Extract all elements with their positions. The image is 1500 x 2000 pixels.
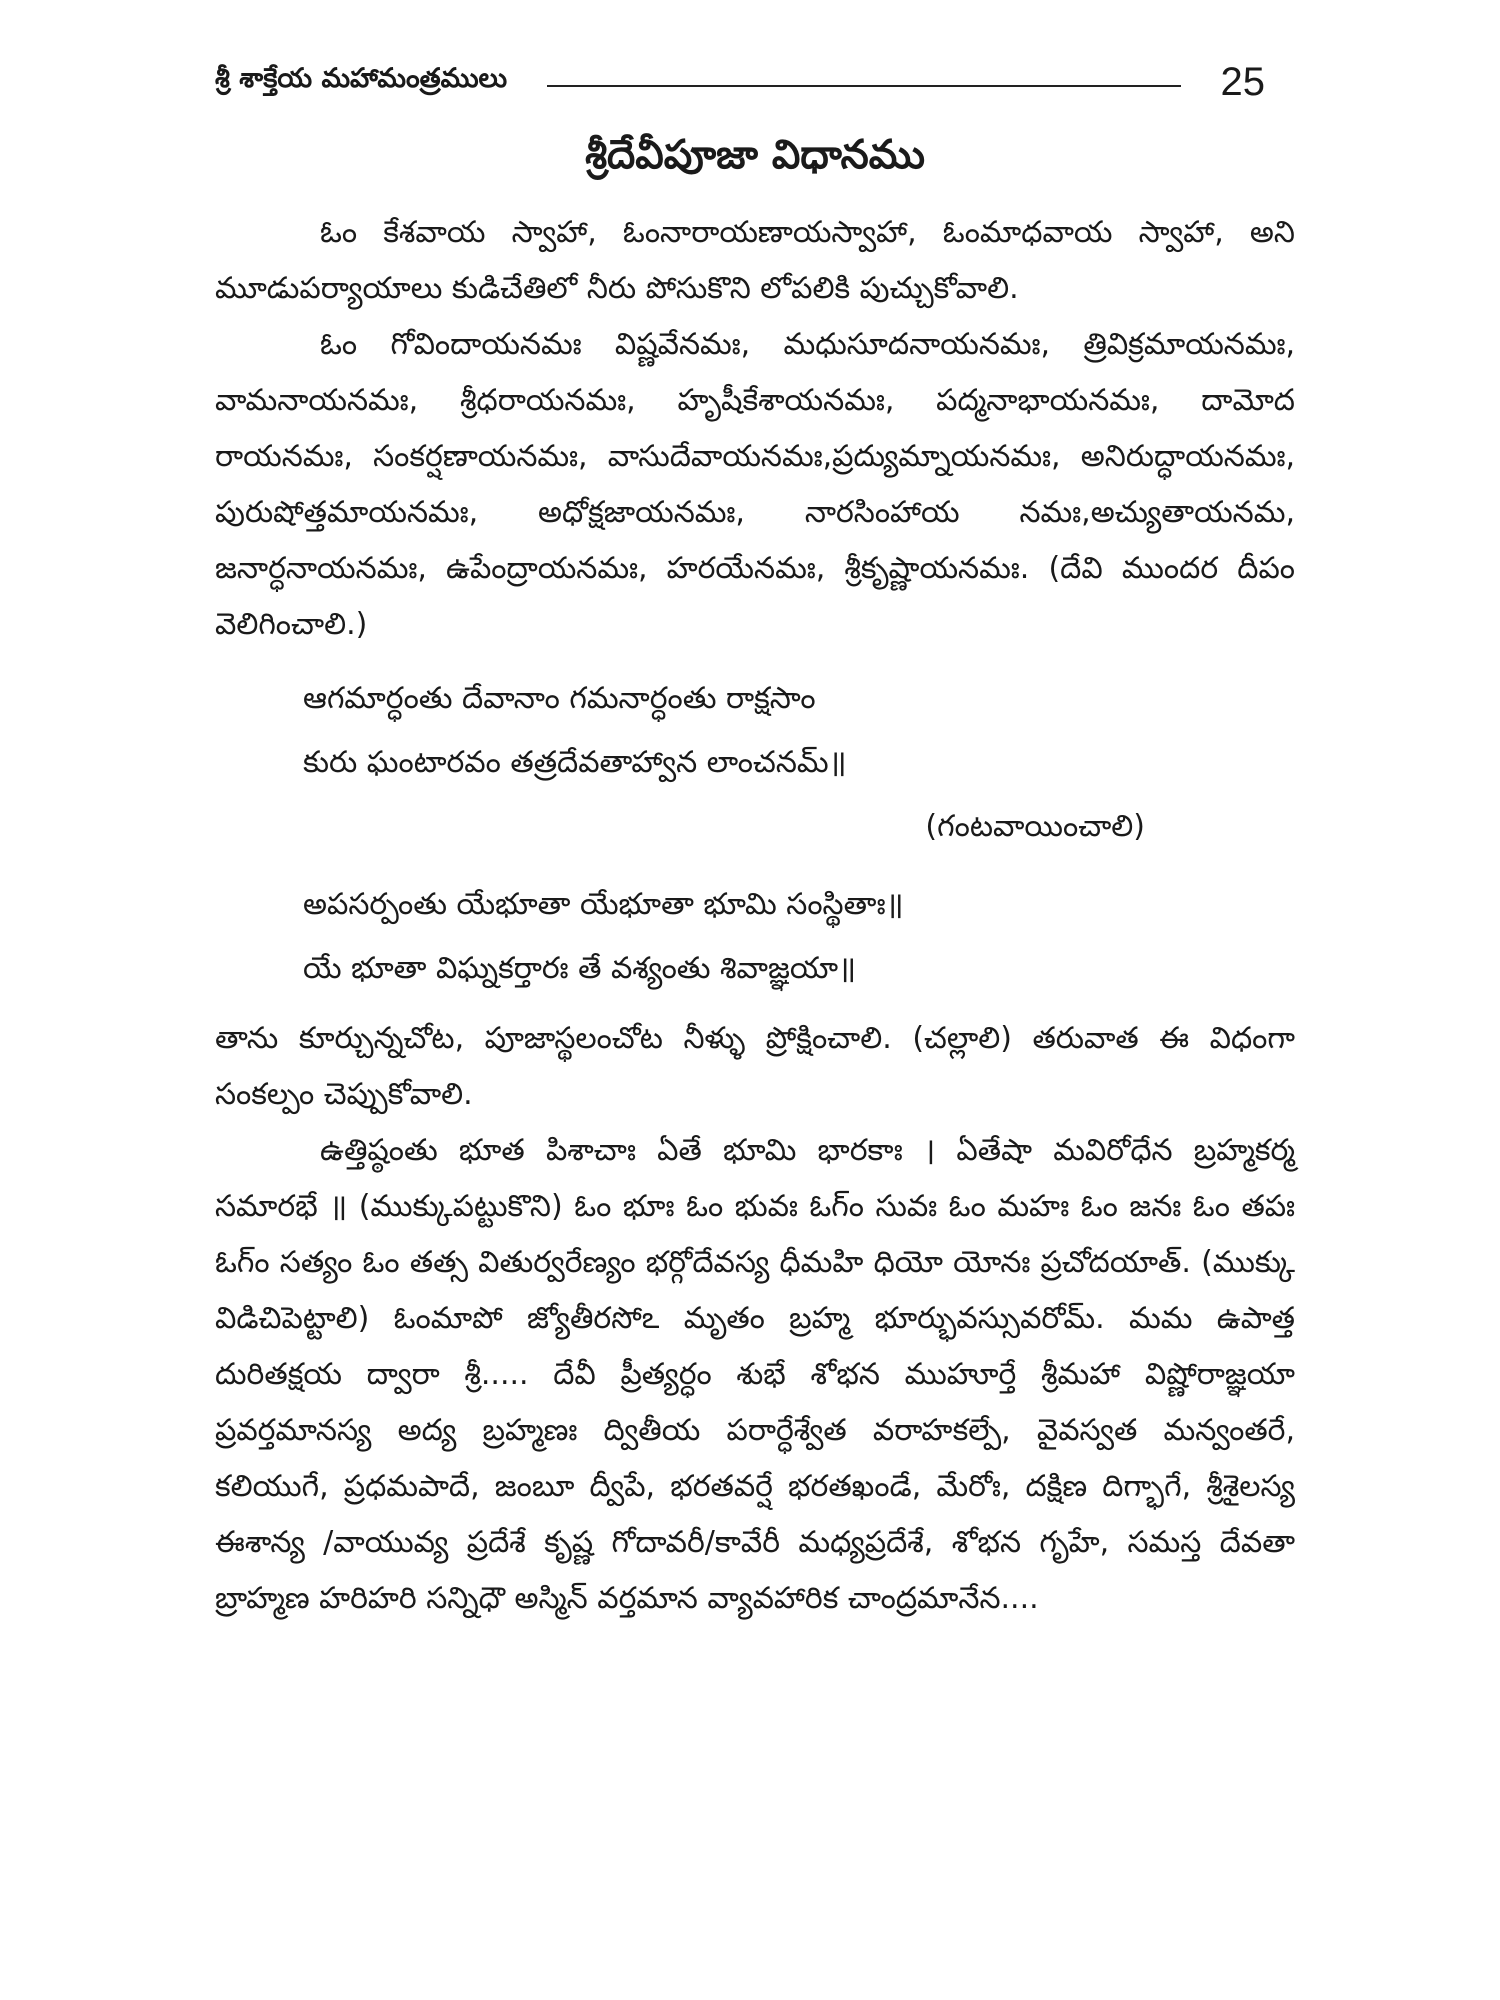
verse-apasarpantu — [303, 873, 1295, 1001]
section-heading: శ్రీదేవీపూజా విధానము — [585, 132, 925, 178]
paragraph-prokshana: తాను కూర్చున్నచోట, పూజాస్థలంచోట నీళ్ళు ప్రోక్షించాలి. (చల్లాలి) తరువాత ఈ విధంగా సంకల్పం చెప్పుకోవాలి. — [215, 1021, 1295, 1112]
page-body — [215, 205, 1295, 1627]
verse-bell — [303, 667, 1295, 859]
header-rule — [547, 85, 1180, 87]
verse-line: ఆగమార్ధంతు దేవానాం గమనార్ధంతు రాక్షసాం — [303, 681, 816, 716]
running-title: శ్రీ శాక్తేయ మహామంత్రములు — [215, 63, 508, 94]
verse-instruction: (గంటవాయించాలి) — [925, 809, 1145, 844]
page-number: 25 — [1220, 59, 1265, 104]
running-head — [215, 52, 1265, 112]
verse-line: యే భూతా విఘ్నకర్తారః తే వశ్యంతు శివాజ్ఞయా॥ — [303, 951, 857, 986]
paragraph-achamanam: ఓం కేశవాయ స్వాహా, ఓంనారాయణాయస్వాహా, ఓంమాధవాయ స్వాహా, అని మూడుపర్యాయాలు కుడిచేతిలో నీరు పోసుకొని లోపలికి పుచ్చుకోవాలి. — [215, 215, 1295, 306]
spacer — [215, 1001, 1295, 1011]
paragraph-sankalpam: ఉత్తిష్ఠంతు భూత పిశాచాః ఏతే భూమి భారకాః । ఏతేషా మవిరోధేన బ్రహ్మకర్మ సమారభే ॥ (ముక్కుపట్టుకొని) ఓం భూః ఓం భువః ఓగ్ం సువః ఓం మహః ఓం జనః ఓం తపః ఓగ్ం సత్యం ఓం తత్స వితుర్వరేణ్యం భర్గోదేవస్య ధీమహి ధియో యోనః ప్రచోదయాత్. (ముక్కు విడిచిపెట్టాలి) ఓంమాపో జ్యోతీరసోఽ మృతం బ్రహ్మ భూర్భువస్సువరోమ్. మమ ఉపాత్త దురితక్షయ ద్వారా శ్రీ..... దేవీ ప్రీత్యర్ధం శుభే శోభన ముహూర్తే శ్రీమహా విష్ణోరాజ్ఞయా ప్రవర్తమానస్య అద్య బ్రహ్మణః ద్వితీయ పరార్ధేశ్వేత వరాహకల్పే, వైవస్వత మన్వంతరే, కలియుగే, ప్రధమపాదే, జంబూ ద్వీపే, భరతవర్షే భరతఖండే, మేరోః, దక్షిణ దిగ్భాగే, శ్రీశైలస్య ఈశాన్య /వాయువ్య ప్రదేశే కృష్ణ గోదావరీ/కావేరీ మధ్యప్రదేశే, శోభన గృహే, సమస్త దేవతా బ్రాహ్మణ హరిహరి సన్నిధౌ అస్మిన్ వర్తమాన వ్యావహారిక చాంద్రమానేన.... — [215, 1133, 1295, 1616]
verse-line: అపసర్పంతు యేభూతా యేభూతా భూమి సంస్థితాః॥ — [303, 887, 904, 922]
paragraph-kesava-namas: ఓం గోవిందాయనమః విష్ణవేనమః, మధుసూదనాయనమః, త్రివిక్రమాయనమః, వామనాయనమః, శ్రీధరాయనమః, హృషీకేశాయనమః, పద్మనాభాయనమః, దామోద రాయనమః, సంకర్షణాయనమః, వాసుదేవాయనమః,ప్రద్యుమ్నాయనమః, అనిరుద్ధాయనమః, పురుషోత్తమాయనమః, అధోక్షజాయనమః, నారసింహాయ నమః,అచ్యుతాయనమ, జనార్ధనాయనమః, ఉపేంద్రాయనమః, హరయేనమః, శ్రీకృష్ణాయనమః. (దేవి ముందర దీపం వెలిగించాలి.) — [215, 327, 1295, 642]
verse-line: కురు ఘంటారవం తత్రదేవతాహ్వాన లాంచనమ్॥ — [303, 745, 847, 780]
